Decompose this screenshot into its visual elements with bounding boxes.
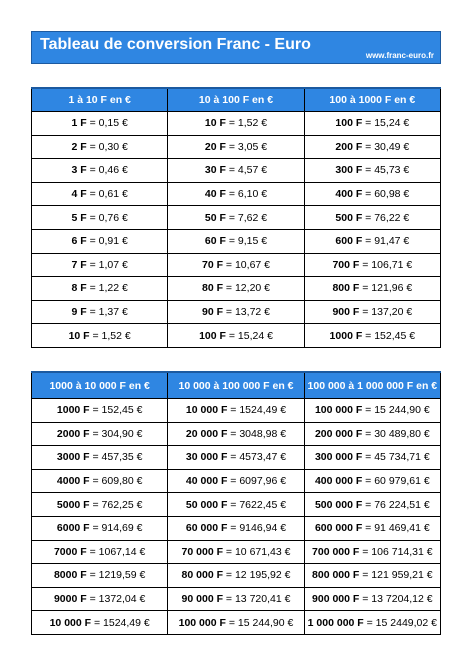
franc-amount: 10 000 F (185, 404, 228, 417)
table-row (32, 277, 441, 301)
conversion-cell (168, 469, 304, 493)
column-header: 100 000 à 1 000 000 F en € (304, 372, 440, 399)
euro-value: = 762,25 € (89, 498, 143, 511)
euro-value: = 1524,49 € (227, 404, 287, 417)
table-row (32, 324, 441, 348)
euro-value: = 121,96 € (359, 282, 413, 295)
franc-amount: 800 F (332, 282, 360, 295)
conversion-cell (304, 446, 440, 470)
euro-value: = 304,90 € (89, 427, 143, 440)
euro-value: = 1,52 € (225, 117, 268, 130)
column-header: 1 à 10 F en € (32, 88, 168, 112)
conversion-cell (304, 253, 440, 277)
franc-amount: 30 000 F (185, 451, 228, 464)
conversion-cell (168, 540, 304, 564)
conversion-cell (168, 516, 304, 540)
conversion-cell (168, 135, 304, 159)
conversion-cell (168, 446, 304, 470)
conversion-cell (32, 422, 168, 446)
conversion-cell (168, 564, 304, 588)
euro-value: = 121 959,21 € (359, 569, 433, 582)
table-header-row (32, 372, 441, 399)
euro-value: = 152,45 € (362, 329, 416, 342)
franc-amount: 400 000 F (314, 475, 363, 488)
table-body (32, 112, 441, 348)
conversion-cell (304, 587, 440, 611)
table-row (32, 587, 441, 611)
conversion-cell (32, 135, 168, 159)
franc-amount: 300 000 F (314, 451, 363, 464)
column-header: 10 à 100 F en € (168, 88, 304, 112)
franc-amount: 3 F (71, 164, 87, 177)
column-header: 10 000 à 100 000 F en € (168, 372, 304, 399)
euro-value: = 10 671,43 € (223, 545, 291, 558)
euro-value: = 106,71 € (359, 258, 413, 271)
franc-amount: 200 F (335, 140, 363, 153)
conversion-cell (32, 587, 168, 611)
column-header: 1000 à 10 000 F en € (32, 372, 168, 399)
euro-value: = 1,22 € (86, 282, 128, 295)
conversion-cell (304, 399, 440, 423)
euro-value: = 13,72 € (223, 306, 270, 319)
franc-amount: 300 F (335, 164, 363, 177)
table-row (32, 611, 441, 635)
franc-amount: 3000 F (56, 451, 90, 464)
conversion-cell (304, 469, 440, 493)
conversion-cell (304, 516, 440, 540)
euro-value: = 30,49 € (362, 140, 410, 153)
euro-value: = 3,05 € (225, 140, 268, 153)
franc-amount: 500 000 F (314, 498, 363, 511)
franc-amount: 600 F (335, 235, 363, 248)
euro-value: = 76 224,51 € (362, 498, 430, 511)
table-row (32, 300, 441, 324)
euro-value: = 60,98 € (362, 188, 410, 201)
conversion-cell (168, 277, 304, 301)
conversion-cell (32, 564, 168, 588)
euro-value: = 0,30 € (86, 140, 128, 153)
table-body (32, 399, 441, 635)
conversion-cell (168, 422, 304, 446)
euro-value: = 9,15 € (225, 235, 268, 248)
euro-value: = 91 469,41 € (362, 522, 430, 535)
table-row (32, 229, 441, 253)
franc-amount: 7 F (71, 258, 87, 271)
euro-value: = 1,37 € (86, 306, 128, 319)
euro-value: = 1,52 € (89, 329, 131, 342)
euro-value: = 91,47 € (362, 235, 410, 248)
euro-value: = 137,20 € (359, 306, 413, 319)
franc-amount: 10 000 F (49, 616, 92, 629)
table-row (32, 182, 441, 206)
euro-value: = 15,24 € (362, 117, 410, 130)
franc-amount: 5000 F (56, 498, 90, 511)
table-header-row (32, 88, 441, 112)
franc-amount: 2000 F (56, 427, 90, 440)
franc-amount: 500 F (335, 211, 363, 224)
franc-amount: 1000 F (329, 329, 363, 342)
conversion-cell (304, 324, 440, 348)
table-row (32, 422, 441, 446)
franc-amount: 100 000 F (314, 404, 363, 417)
page-title: Tableau de conversion Franc - Euro (40, 36, 311, 53)
euro-value: = 1524,49 € (91, 616, 150, 629)
franc-amount: 4 F (71, 188, 87, 201)
franc-amount: 100 F (335, 117, 363, 130)
euro-value: = 6097,96 € (227, 475, 287, 488)
euro-value: = 1372,04 € (86, 593, 146, 606)
table-row (32, 206, 441, 230)
franc-amount: 20 F (204, 140, 226, 153)
franc-amount: 2 F (71, 140, 87, 153)
table-row (32, 253, 441, 277)
euro-value: = 15,24 € (225, 329, 273, 342)
franc-amount: 900 F (332, 306, 360, 319)
franc-amount: 40 F (204, 188, 226, 201)
conversion-cell (32, 253, 168, 277)
franc-amount: 700 000 F (312, 545, 360, 558)
conversion-cell (304, 611, 440, 635)
table-row (32, 446, 441, 470)
euro-value: = 9146,94 € (227, 522, 287, 535)
conversion-cell (304, 182, 440, 206)
franc-amount: 60 000 F (185, 522, 228, 535)
conversion-table-small (31, 87, 441, 348)
euro-value: = 457,35 € (89, 451, 143, 464)
conversion-cell (32, 206, 168, 230)
euro-value: = 7,62 € (225, 211, 268, 224)
franc-amount: 100 000 F (178, 616, 226, 629)
conversion-cell (168, 399, 304, 423)
conversion-cell (304, 277, 440, 301)
conversion-cell (32, 277, 168, 301)
franc-amount: 7000 F (53, 545, 87, 558)
euro-value: = 0,76 € (86, 211, 128, 224)
euro-value: = 15 2449,02 € (363, 616, 437, 629)
conversion-cell (304, 493, 440, 517)
franc-amount: 10 F (204, 117, 226, 130)
franc-amount: 8000 F (53, 569, 87, 582)
euro-value: = 4,57 € (225, 164, 268, 177)
table-row (32, 112, 441, 136)
conversion-cell (304, 135, 440, 159)
euro-value: = 609,80 € (89, 475, 143, 488)
conversion-cell (32, 159, 168, 183)
conversion-cell (168, 159, 304, 183)
conversion-table-large (31, 371, 441, 635)
euro-value: = 152,45 € (89, 404, 143, 417)
franc-amount: 20 000 F (185, 427, 228, 440)
conversion-cell (168, 229, 304, 253)
euro-value: = 76,22 € (362, 211, 410, 224)
franc-amount: 9 F (71, 306, 87, 319)
table-row (32, 135, 441, 159)
table-row (32, 564, 441, 588)
title-banner (31, 31, 441, 64)
euro-value: = 45 734,71 € (362, 451, 430, 464)
franc-amount: 10 F (68, 329, 90, 342)
conversion-cell (304, 300, 440, 324)
conversion-cell (32, 324, 168, 348)
conversion-cell (168, 300, 304, 324)
euro-value: = 6,10 € (225, 188, 268, 201)
table-row (32, 399, 441, 423)
franc-amount: 90 F (201, 306, 223, 319)
franc-amount: 50 F (204, 211, 226, 224)
euro-value: = 13 7204,12 € (359, 593, 433, 606)
euro-value: = 4573,47 € (227, 451, 287, 464)
table-row (32, 516, 441, 540)
euro-value: = 1067,14 € (86, 545, 146, 558)
franc-amount: 700 F (332, 258, 360, 271)
euro-value: = 3048,98 € (227, 427, 287, 440)
franc-amount: 80 F (201, 282, 223, 295)
conversion-cell (168, 253, 304, 277)
conversion-cell (32, 229, 168, 253)
column-header: 100 à 1000 F en € (304, 88, 440, 112)
franc-amount: 900 000 F (312, 593, 360, 606)
conversion-cell (32, 611, 168, 635)
euro-value: = 15 244,90 € (362, 404, 430, 417)
euro-value: = 0,91 € (86, 235, 128, 248)
franc-amount: 600 000 F (314, 522, 363, 535)
euro-value: = 1219,59 € (86, 569, 146, 582)
conversion-cell (304, 564, 440, 588)
euro-value: = 12 195,92 € (223, 569, 291, 582)
conversion-cell (32, 516, 168, 540)
conversion-cell (168, 324, 304, 348)
franc-amount: 50 000 F (185, 498, 228, 511)
conversion-cell (168, 493, 304, 517)
franc-amount: 100 F (199, 329, 226, 342)
franc-amount: 70 F (201, 258, 223, 271)
euro-value: = 45,73 € (362, 164, 410, 177)
franc-amount: 1 000 000 F (307, 616, 364, 629)
conversion-cell (168, 182, 304, 206)
franc-amount: 1 F (71, 117, 87, 130)
franc-amount: 400 F (335, 188, 363, 201)
conversion-cell (168, 611, 304, 635)
conversion-cell (32, 112, 168, 136)
euro-value: = 60 979,61 € (362, 475, 430, 488)
table-row (32, 540, 441, 564)
franc-amount: 40 000 F (185, 475, 228, 488)
franc-amount: 90 000 F (181, 593, 223, 606)
franc-amount: 5 F (71, 211, 87, 224)
euro-value: = 0,61 € (86, 188, 128, 201)
euro-value: = 0,15 € (86, 117, 128, 130)
franc-amount: 70 000 F (181, 545, 223, 558)
table-row (32, 469, 441, 493)
conversion-cell (168, 112, 304, 136)
conversion-cell (304, 206, 440, 230)
franc-amount: 800 000 F (312, 569, 360, 582)
conversion-cell (32, 469, 168, 493)
conversion-cell (32, 399, 168, 423)
franc-amount: 200 000 F (314, 427, 363, 440)
euro-value: = 30 489,80 € (362, 427, 430, 440)
conversion-cell (32, 493, 168, 517)
euro-value: = 1,07 € (86, 258, 128, 271)
conversion-cell (304, 540, 440, 564)
euro-value: = 106 714,31 € (359, 545, 433, 558)
conversion-cell (32, 446, 168, 470)
franc-amount: 9000 F (53, 593, 87, 606)
franc-amount: 1000 F (56, 404, 90, 417)
conversion-cell (32, 540, 168, 564)
euro-value: = 13 720,41 € (223, 593, 291, 606)
conversion-cell (32, 300, 168, 324)
franc-amount: 6000 F (56, 522, 90, 535)
table-row (32, 159, 441, 183)
franc-amount: 8 F (71, 282, 87, 295)
euro-value: = 914,69 € (89, 522, 143, 535)
euro-value: = 0,46 € (86, 164, 128, 177)
franc-amount: 6 F (71, 235, 87, 248)
conversion-cell (168, 206, 304, 230)
euro-value: = 10,67 € (223, 258, 270, 271)
conversion-cell (304, 159, 440, 183)
euro-value: = 7622,45 € (227, 498, 287, 511)
conversion-cell (304, 229, 440, 253)
table-row (32, 493, 441, 517)
euro-value: = 12,20 € (223, 282, 270, 295)
franc-amount: 80 000 F (181, 569, 223, 582)
euro-value: = 15 244,90 € (225, 616, 294, 629)
franc-amount: 30 F (204, 164, 226, 177)
conversion-cell (304, 112, 440, 136)
franc-amount: 60 F (204, 235, 226, 248)
conversion-cell (304, 422, 440, 446)
website-url: www.franc-euro.fr (365, 51, 434, 60)
conversion-cell (168, 587, 304, 611)
franc-amount: 4000 F (56, 475, 90, 488)
conversion-cell (32, 182, 168, 206)
